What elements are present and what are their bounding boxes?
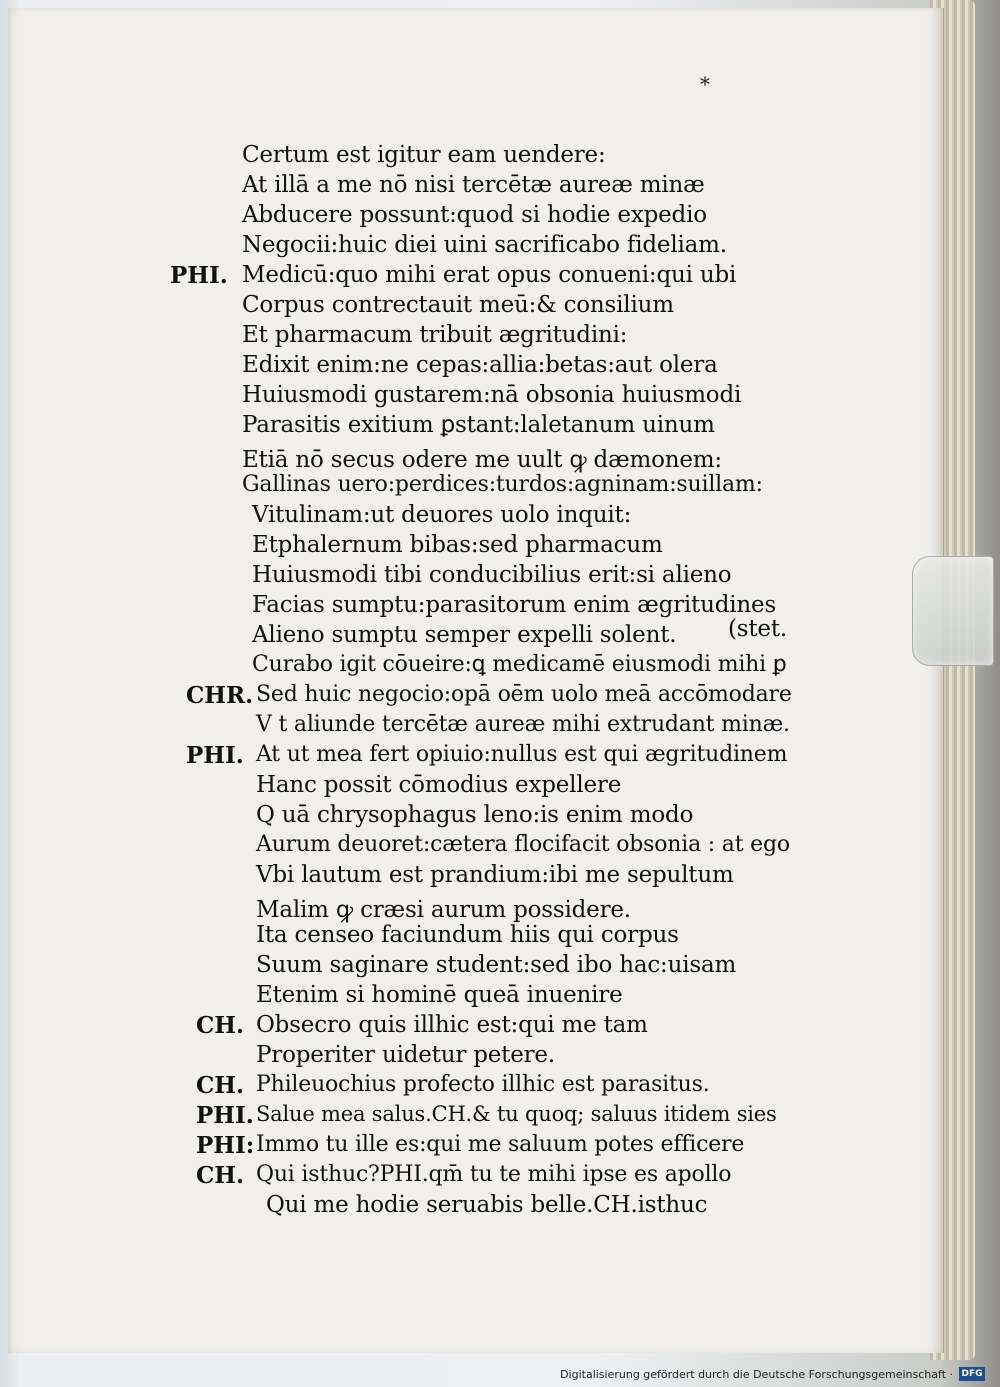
speaker-label: PHI. <box>196 1102 254 1129</box>
text-line: Etiā nō secus odere me uult ꝙ dæmonem: <box>242 447 722 473</box>
text-line: Properiter uidetur petere. <box>256 1042 555 1068</box>
speaker-label: PHI: <box>196 1132 255 1159</box>
text-line: Ita censeo faciundum hiis qui corpus <box>256 922 679 948</box>
text-line: Aurum deuoret:cætera flocifacit obsonia : at ego <box>256 832 790 857</box>
text-line: Suum saginare student:sed ibo hac:uisam <box>256 952 737 978</box>
text-line: Negocii:huic diei uini sacrificabo fideliam. <box>242 232 727 258</box>
text-line: Certum est igitur eam uendere: <box>242 142 606 168</box>
text-line: Medicū:quo mihi erat opus conueni:qui ubi <box>242 262 737 288</box>
text-line: Obsecro quis illhic est:qui me tam <box>256 1012 648 1038</box>
text-line: Salue mea salus.CH.& tu quoq; saluus itidem sies <box>256 1102 777 1126</box>
text-line: Curabo igit cōueire:ꝗ medicamē eiusmodi mihi ꝑ <box>252 652 787 677</box>
text-line: At illā a me nō nisi tercētæ aureæ minæ <box>242 172 705 198</box>
speaker-label: CH. <box>196 1012 245 1039</box>
text-line: Vbi lautum est prandium:ibi me sepultum <box>256 862 734 888</box>
text-line: Gallinas uero:perdices:turdos:agninam:suillam: <box>242 472 763 497</box>
corner-mark: * <box>700 72 710 96</box>
dfg-logo: DFG <box>959 1367 985 1381</box>
text-line: Et pharmacum tribuit ægritudini: <box>242 322 628 348</box>
text-line: At ut mea fert opiuio:nullus est qui ægritudinem <box>256 742 788 767</box>
text-line: Immo tu ille es:qui me saluum potes efficere <box>256 1132 745 1157</box>
text-line: Phileuochius profecto illhic est parasitus. <box>256 1072 710 1097</box>
text-line: V t aliunde tercētæ aureæ mihi extrudant minæ. <box>256 712 790 737</box>
funding-footer <box>560 1365 985 1383</box>
text-line: Q uā chrysophagus leno:is enim modo <box>256 802 694 828</box>
speaker-label: PHI. <box>170 262 228 289</box>
text-line: Huiusmodi tibi conducibilius erit:si alieno <box>252 562 732 588</box>
text-line: Abducere possunt:quod si hodie expedio <box>242 202 707 228</box>
text-line: Edixit enim:ne cepas:allia:betas:aut olera <box>242 352 718 378</box>
speaker-label: CH. <box>196 1162 245 1189</box>
speaker-label: CHR. <box>186 682 254 709</box>
footer-text: Digitalisierung gefördert durch die Deutsche Forschungsgemeinschaft · <box>560 1367 953 1381</box>
text-line: Facias sumptu:parasitorum enim ægritudines <box>252 592 777 618</box>
text-line: Malim ꝙ cræsi aurum possidere. <box>256 897 631 923</box>
text-line: Alieno sumptu semper expelli solent. <box>252 622 677 648</box>
text-line: Sed huic negocio:opā oēm uolo meā accōmodare <box>256 682 792 707</box>
text-line: Qui me hodie seruabis belle.CH.isthuc <box>266 1192 708 1218</box>
text-line: Parasitis exitium ꝑstant:laletanum uinum <box>242 412 715 438</box>
speaker-label: PHI. <box>186 742 244 769</box>
text-line: Etenim si hominē queā inuenire <box>256 982 623 1008</box>
text-line: Qui isthuc?PHI.qm̄ tu te mihi ipse es apollo <box>256 1162 732 1187</box>
text-line: Corpus contrectauit meū:& consilium <box>242 292 674 318</box>
speaker-label: CH. <box>196 1072 245 1099</box>
text-line: Vitulinam:ut deuores uolo inquit: <box>252 502 632 528</box>
line-end-fragment: (stet. <box>728 616 787 642</box>
text-line: Etphalernum bibas:sed pharmacum <box>252 532 663 558</box>
text-line: Huiusmodi gustarem:nā obsonia huiusmodi <box>242 382 742 408</box>
text-line: Hanc possit cōmodius expellere <box>256 772 622 798</box>
